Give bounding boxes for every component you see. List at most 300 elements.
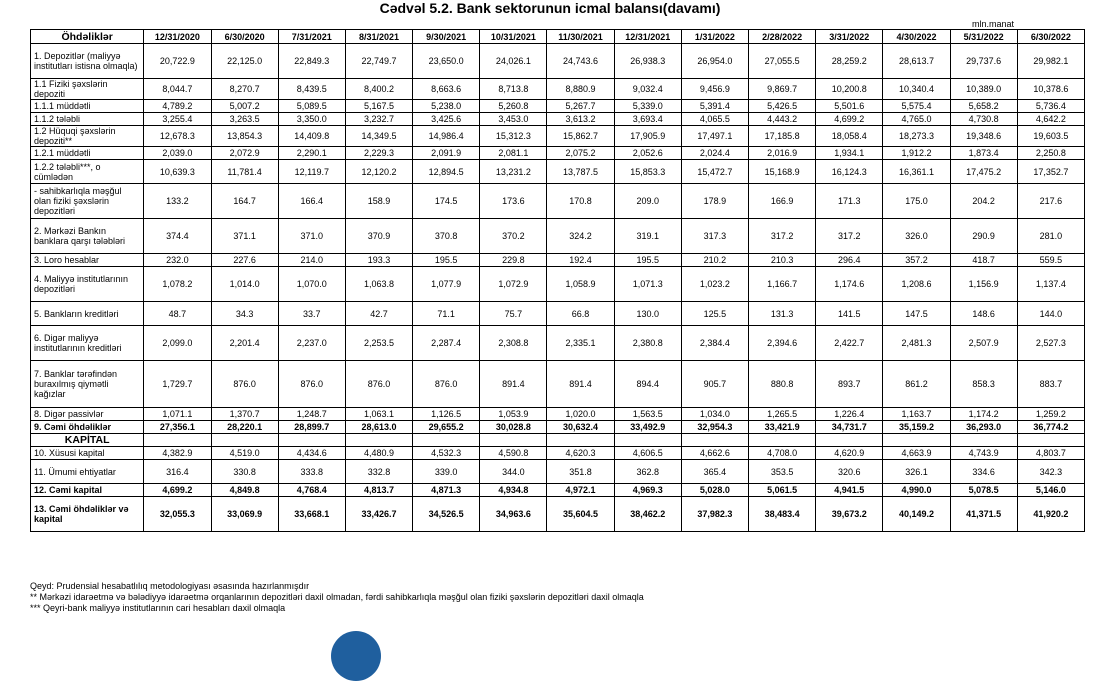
row-label: 1.1.1 müddətli [31,100,144,113]
empty-cell [278,434,345,447]
value-cell: 334.6 [950,460,1017,484]
empty-cell [413,434,480,447]
column-header: 10/31/2021 [480,30,547,44]
table-row [31,44,1085,79]
value-cell: 170.8 [547,184,614,219]
value-cell: 33,069.9 [211,497,278,532]
value-cell: 214.0 [278,254,345,267]
page-badge-circle [331,631,381,681]
empty-cell [144,434,211,447]
table-row [31,361,1085,408]
value-cell: 4,434.6 [278,447,345,460]
table-row [31,484,1085,497]
value-cell: 4,789.2 [144,100,211,113]
value-cell: 32,055.3 [144,497,211,532]
value-cell: 5,658.2 [950,100,1017,113]
value-cell: 317.2 [816,219,883,254]
value-cell: 10,340.4 [883,79,950,100]
value-cell: 858.3 [950,361,1017,408]
column-header: 3/31/2022 [816,30,883,44]
value-cell: 2,039.0 [144,147,211,160]
value-cell: 4,620.9 [816,447,883,460]
column-header: 6/30/2022 [1017,30,1084,44]
section-label: KAPİTAL [31,434,144,447]
value-cell: 66.8 [547,302,614,326]
value-cell: 2,072.9 [211,147,278,160]
value-cell: 4,972.1 [547,484,614,497]
value-cell: 28,613.0 [345,421,412,434]
value-cell: 2,237.0 [278,326,345,361]
value-cell: 209.0 [614,184,681,219]
column-header: 6/30/2020 [211,30,278,44]
empty-cell [749,434,816,447]
value-cell: 2,422.7 [816,326,883,361]
value-cell: 1,071.3 [614,267,681,302]
value-cell: 330.8 [211,460,278,484]
notes [30,581,644,614]
value-cell: 5,260.8 [480,100,547,113]
empty-cell [883,434,950,447]
value-cell: 75.7 [480,302,547,326]
value-cell: 1,563.5 [614,408,681,421]
value-cell: 4,382.9 [144,447,211,460]
value-cell: 1,208.6 [883,267,950,302]
value-cell: 22,749.7 [345,44,412,79]
value-cell: 333.8 [278,460,345,484]
row-label: 9. Cəmi öhdəliklər [31,421,144,434]
value-cell: 22,849.3 [278,44,345,79]
value-cell: 5,391.4 [681,100,748,113]
value-cell: 125.5 [681,302,748,326]
value-cell: 195.5 [614,254,681,267]
value-cell: 4,765.0 [883,113,950,126]
value-cell: 2,099.0 [144,326,211,361]
value-cell: 166.4 [278,184,345,219]
value-cell: 5,501.6 [816,100,883,113]
value-cell: 11,781.4 [211,160,278,184]
value-cell: 5,061.5 [749,484,816,497]
value-cell: 36,293.0 [950,421,1017,434]
value-cell: 9,456.9 [681,79,748,100]
value-cell: 876.0 [413,361,480,408]
empty-cell [816,434,883,447]
value-cell: 195.5 [413,254,480,267]
table-row [31,147,1085,160]
value-cell: 1,058.9 [547,267,614,302]
empty-cell [1017,434,1084,447]
value-cell: 193.3 [345,254,412,267]
row-label: 7. Banklar tərəfindən buraxılmış qiymətli kağızlar [31,361,144,408]
value-cell: 41,371.5 [950,497,1017,532]
row-label: 6. Digər maliyyə institutlarının kreditləri [31,326,144,361]
value-cell: 23,650.0 [413,44,480,79]
value-cell: 42.7 [345,302,412,326]
table-title: Cədvəl 5.2. Bank sektorunun icmal balansı(davamı) [379,0,721,16]
value-cell: 28,220.1 [211,421,278,434]
value-cell: 370.2 [480,219,547,254]
value-cell: 371.1 [211,219,278,254]
column-header: 5/31/2022 [950,30,1017,44]
value-cell: 3,232.7 [345,113,412,126]
note-line: ** Mərkəzi idarəetmə və bələdiyyə idarəetmə orqanlarının depozitləri daxil olmadan, fərdi sahibkarlıqla məşğul olan fiziki şəxslərin depozitləri daxil olmaqla [30,592,644,602]
value-cell: 342.3 [1017,460,1084,484]
value-cell: 1,070.0 [278,267,345,302]
table-row [31,126,1085,147]
value-cell: 18,273.3 [883,126,950,147]
value-cell: 10,378.6 [1017,79,1084,100]
value-cell: 559.5 [1017,254,1084,267]
row-label: 11. Ümumi ehtiyatlar [31,460,144,484]
value-cell: 320.6 [816,460,883,484]
value-cell: 71.1 [413,302,480,326]
row-label: 1. Depozitlər (maliyyə institutları istisna olmaqla) [31,44,144,79]
value-cell: 1,174.2 [950,408,1017,421]
value-cell: 34,731.7 [816,421,883,434]
value-cell: 3,693.4 [614,113,681,126]
value-cell: 229.8 [480,254,547,267]
note-line: *** Qeyri-bank maliyyə institutlarının cari hesabları daxil olmaqla [30,603,286,613]
value-cell: 1,126.5 [413,408,480,421]
row-label: 1.2.1 müddətli [31,147,144,160]
value-cell: 1,934.1 [816,147,883,160]
row-label: 1.2 Hüquqi şəxslərin depoziti** [31,126,144,147]
value-cell: 296.4 [816,254,883,267]
value-cell: 204.2 [950,184,1017,219]
value-cell: 2,201.4 [211,326,278,361]
value-cell: 861.2 [883,361,950,408]
table-row [31,113,1085,126]
value-cell: 29,737.6 [950,44,1017,79]
value-cell: 1,163.7 [883,408,950,421]
empty-cell [345,434,412,447]
value-cell: 2,081.1 [480,147,547,160]
value-cell: 1,166.7 [749,267,816,302]
value-cell: 33,426.7 [345,497,412,532]
value-cell: 14,409.8 [278,126,345,147]
value-cell: 3,350.0 [278,113,345,126]
note-line: Qeyd: Prudensial hesabatlılıq metodologiyası əsasında hazırlanmışdır [30,581,310,591]
value-cell: 1,077.9 [413,267,480,302]
value-cell: 29,982.1 [1017,44,1084,79]
value-cell: 5,339.0 [614,100,681,113]
value-cell: 147.5 [883,302,950,326]
value-cell: 4,519.0 [211,447,278,460]
empty-cell [480,434,547,447]
value-cell: 10,389.0 [950,79,1017,100]
table-row [31,497,1085,532]
value-cell: 15,862.7 [547,126,614,147]
value-cell: 353.5 [749,460,816,484]
value-cell: 12,119.7 [278,160,345,184]
value-cell: 130.0 [614,302,681,326]
value-cell: 17,475.2 [950,160,1017,184]
value-cell: 4,743.9 [950,447,1017,460]
value-cell: 319.1 [614,219,681,254]
empty-cell [614,434,681,447]
value-cell: 27,356.1 [144,421,211,434]
value-cell: 1,265.5 [749,408,816,421]
value-cell: 1,063.1 [345,408,412,421]
value-cell: 38,483.4 [749,497,816,532]
value-cell: 2,290.1 [278,147,345,160]
value-cell: 1,034.0 [681,408,748,421]
value-cell: 3,613.2 [547,113,614,126]
value-cell: 4,990.0 [883,484,950,497]
table-row [31,184,1085,219]
row-label: 1.2.2 tələbli***, o cümlədən [31,160,144,184]
value-cell: 12,678.3 [144,126,211,147]
row-label: 13. Cəmi öhdəliklər və kapital [31,497,144,532]
value-cell: 324.2 [547,219,614,254]
value-cell: 370.8 [413,219,480,254]
value-cell: 13,854.3 [211,126,278,147]
value-cell: 178.9 [681,184,748,219]
table-row [31,100,1085,113]
column-header: 12/31/2020 [144,30,211,44]
value-cell: 1,729.7 [144,361,211,408]
value-cell: 5,575.4 [883,100,950,113]
value-cell: 4,532.3 [413,447,480,460]
header-row [31,30,1085,44]
value-cell: 3,255.4 [144,113,211,126]
value-cell: 4,813.7 [345,484,412,497]
value-cell: 4,969.3 [614,484,681,497]
value-cell: 19,603.5 [1017,126,1084,147]
value-cell: 12,120.2 [345,160,412,184]
value-cell: 33,668.1 [278,497,345,532]
value-cell: 8,044.7 [144,79,211,100]
table-row [31,447,1085,460]
value-cell: 317.3 [681,219,748,254]
value-cell: 28,613.7 [883,44,950,79]
value-cell: 28,899.7 [278,421,345,434]
value-cell: 891.4 [547,361,614,408]
column-header: 1/31/2022 [681,30,748,44]
value-cell: 5,736.4 [1017,100,1084,113]
value-cell: 33,492.9 [614,421,681,434]
value-cell: 876.0 [345,361,412,408]
value-cell: 20,722.9 [144,44,211,79]
value-cell: 1,226.4 [816,408,883,421]
value-cell: 2,250.8 [1017,147,1084,160]
column-header: 7/31/2021 [278,30,345,44]
value-cell: 2,287.4 [413,326,480,361]
value-cell: 4,708.0 [749,447,816,460]
value-cell: 232.0 [144,254,211,267]
value-cell: 33.7 [278,302,345,326]
value-cell: 148.6 [950,302,1017,326]
value-cell: 18,058.4 [816,126,883,147]
column-header: 4/30/2022 [883,30,950,44]
value-cell: 1,078.2 [144,267,211,302]
value-cell: 34.3 [211,302,278,326]
value-cell: 332.8 [345,460,412,484]
value-cell: 17,497.1 [681,126,748,147]
value-cell: 5,146.0 [1017,484,1084,497]
value-cell: 891.4 [480,361,547,408]
value-cell: 4,620.3 [547,447,614,460]
value-cell: 144.0 [1017,302,1084,326]
value-cell: 17,352.7 [1017,160,1084,184]
value-cell: 24,026.1 [480,44,547,79]
empty-cell [211,434,278,447]
empty-cell [547,434,614,447]
value-cell: 4,699.2 [144,484,211,497]
value-cell: 210.3 [749,254,816,267]
value-cell: 19,348.6 [950,126,1017,147]
value-cell: 281.0 [1017,219,1084,254]
value-cell: 133.2 [144,184,211,219]
value-cell: 2,075.2 [547,147,614,160]
value-cell: 1,370.7 [211,408,278,421]
value-cell: 13,787.5 [547,160,614,184]
value-cell: 1,137.4 [1017,267,1084,302]
value-cell: 5,267.7 [547,100,614,113]
value-cell: 35,159.2 [883,421,950,434]
value-cell: 357.2 [883,254,950,267]
value-cell: 5,089.5 [278,100,345,113]
row-label: 8. Digər passivlər [31,408,144,421]
value-cell: 2,016.9 [749,147,816,160]
unit-label: mln.manat [972,19,1015,29]
value-cell: 4,768.4 [278,484,345,497]
value-cell: 13,231.2 [480,160,547,184]
row-label: 2. Mərkəzi Bankın banklara qarşı tələbləri [31,219,144,254]
column-header: 8/31/2021 [345,30,412,44]
value-cell: 4,606.5 [614,447,681,460]
value-cell: 3,425.6 [413,113,480,126]
value-cell: 14,986.4 [413,126,480,147]
value-cell: 2,507.9 [950,326,1017,361]
column-header: 2/28/2022 [749,30,816,44]
value-cell: 141.5 [816,302,883,326]
value-cell: 4,662.6 [681,447,748,460]
value-cell: 2,481.3 [883,326,950,361]
value-cell: 5,167.5 [345,100,412,113]
value-cell: 33,421.9 [749,421,816,434]
row-label: 1.1 Fiziki şəxslərin depoziti [31,79,144,100]
value-cell: 24,743.6 [547,44,614,79]
value-cell: 4,849.8 [211,484,278,497]
value-cell: 362.8 [614,460,681,484]
value-cell: 1,156.9 [950,267,1017,302]
value-cell: 8,439.5 [278,79,345,100]
value-cell: 1,259.2 [1017,408,1084,421]
value-cell: 210.2 [681,254,748,267]
value-cell: 351.8 [547,460,614,484]
row-label: 5. Bankların kreditləri [31,302,144,326]
value-cell: 4,443.2 [749,113,816,126]
value-cell: 16,361.1 [883,160,950,184]
value-cell: 2,527.3 [1017,326,1084,361]
value-cell: 26,938.3 [614,44,681,79]
value-cell: 1,072.9 [480,267,547,302]
value-cell: 894.4 [614,361,681,408]
value-cell: 4,941.5 [816,484,883,497]
value-cell: 326.0 [883,219,950,254]
value-cell: 40,149.2 [883,497,950,532]
value-cell: 15,853.3 [614,160,681,184]
row-label: - sahibkarlıqla məşğul olan fiziki şəxslərin depozitləri [31,184,144,219]
value-cell: 893.7 [816,361,883,408]
row-label: 12. Cəmi kapital [31,484,144,497]
value-cell: 131.3 [749,302,816,326]
table-row [31,302,1085,326]
value-cell: 5,028.0 [681,484,748,497]
table-row [31,460,1085,484]
value-cell: 15,168.9 [749,160,816,184]
value-cell: 876.0 [211,361,278,408]
value-cell: 905.7 [681,361,748,408]
value-cell: 29,655.2 [413,421,480,434]
value-cell: 22,125.0 [211,44,278,79]
value-cell: 2,024.4 [681,147,748,160]
value-cell: 10,200.8 [816,79,883,100]
row-label: 3. Loro hesablar [31,254,144,267]
value-cell: 4,663.9 [883,447,950,460]
value-cell: 192.4 [547,254,614,267]
value-cell: 12,894.5 [413,160,480,184]
value-cell: 8,713.8 [480,79,547,100]
value-cell: 32,954.3 [681,421,748,434]
empty-cell [950,434,1017,447]
value-cell: 4,699.2 [816,113,883,126]
value-cell: 4,934.8 [480,484,547,497]
value-cell: 5,238.0 [413,100,480,113]
table-row [31,421,1085,434]
value-cell: 10,639.3 [144,160,211,184]
value-cell: 418.7 [950,254,1017,267]
value-cell: 1,023.2 [681,267,748,302]
value-cell: 2,335.1 [547,326,614,361]
header-label: Öhdəliklər [31,30,144,44]
row-label: 1.1.2 tələbli [31,113,144,126]
value-cell: 48.7 [144,302,211,326]
value-cell: 883.7 [1017,361,1084,408]
value-cell: 4,871.3 [413,484,480,497]
value-cell: 39,673.2 [816,497,883,532]
value-cell: 27,055.5 [749,44,816,79]
row-label: 10. Xüsusi kapital [31,447,144,460]
value-cell: 1,248.7 [278,408,345,421]
value-cell: 5,426.5 [749,100,816,113]
table-body [31,44,1085,532]
value-cell: 290.9 [950,219,1017,254]
empty-cell [681,434,748,447]
value-cell: 344.0 [480,460,547,484]
table-row [31,160,1085,184]
value-cell: 8,663.6 [413,79,480,100]
value-cell: 8,270.7 [211,79,278,100]
value-cell: 3,263.5 [211,113,278,126]
value-cell: 1,020.0 [547,408,614,421]
value-cell: 16,124.3 [816,160,883,184]
value-cell: 3,453.0 [480,113,547,126]
value-cell: 317.2 [749,219,816,254]
value-cell: 9,869.7 [749,79,816,100]
value-cell: 5,078.5 [950,484,1017,497]
value-cell: 15,472.7 [681,160,748,184]
value-cell: 17,905.9 [614,126,681,147]
value-cell: 17,185.8 [749,126,816,147]
value-cell: 316.4 [144,460,211,484]
value-cell: 2,253.5 [345,326,412,361]
column-header: 9/30/2021 [413,30,480,44]
value-cell: 365.4 [681,460,748,484]
value-cell: 34,963.6 [480,497,547,532]
table-row [31,408,1085,421]
column-header: 11/30/2021 [547,30,614,44]
